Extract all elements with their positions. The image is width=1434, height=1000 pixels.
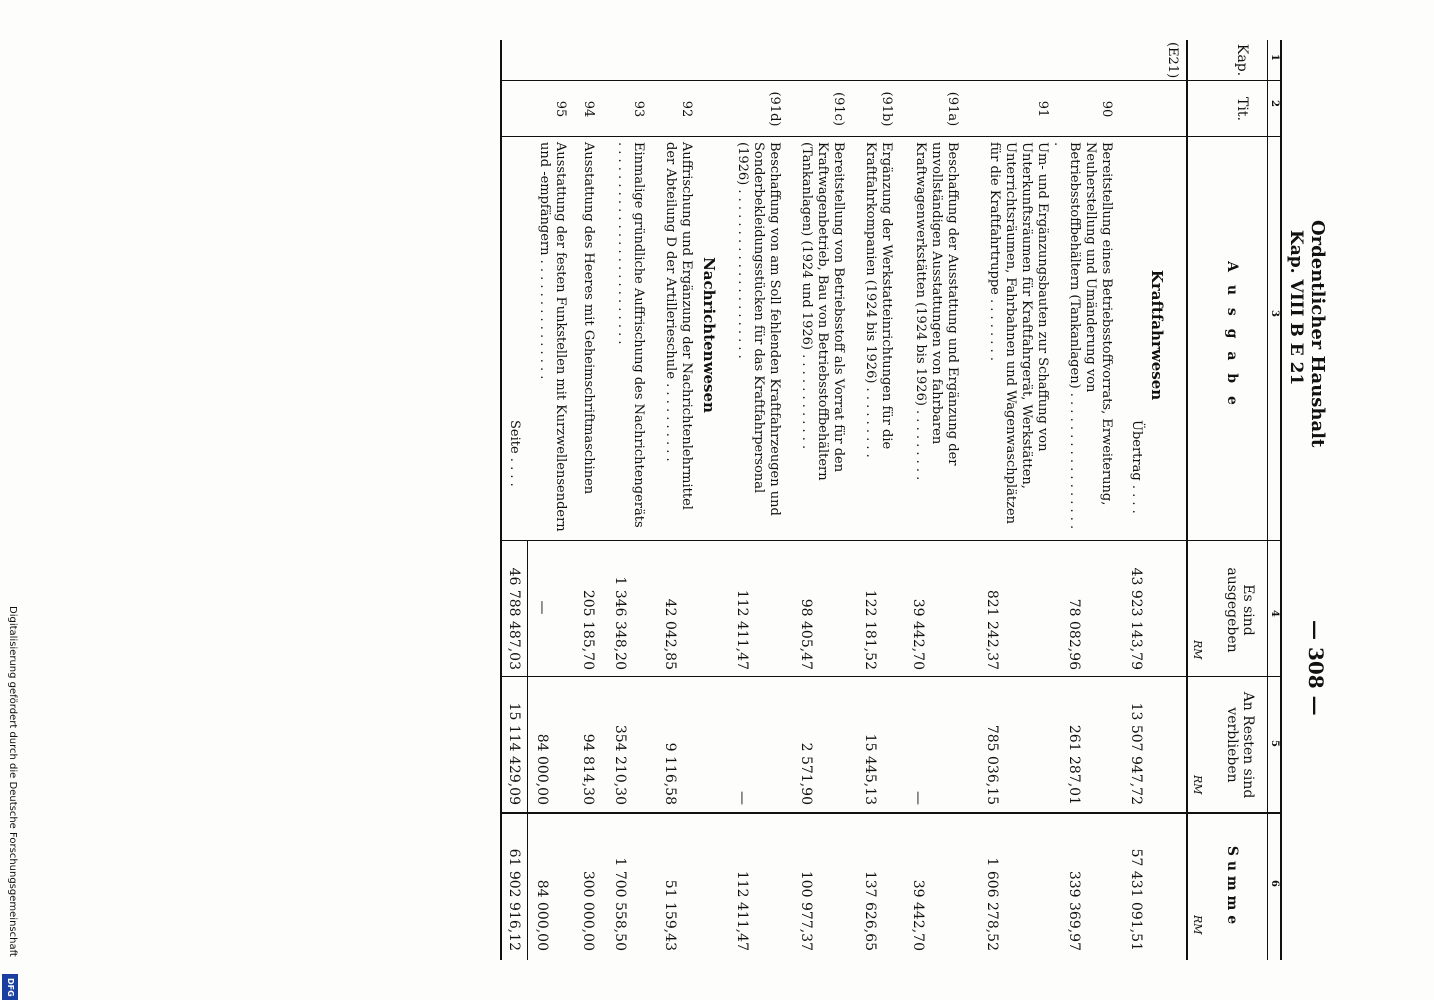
row-text: Auffrischung und Ergänzung der Nachrichtenlehrmittel der Abteilung D der Artillerieschule . . . . . . . . . . bbox=[663, 142, 694, 510]
col6-header: S u m m e bbox=[1224, 845, 1240, 925]
row-tit: (91d) bbox=[767, 91, 782, 127]
header-rule bbox=[1186, 40, 1188, 960]
colno-1: 1 bbox=[1269, 54, 1280, 61]
row-col6: 39 442,70 bbox=[910, 879, 926, 951]
seite-label: Seite . . . . bbox=[507, 420, 522, 487]
row-col4: 39 442,70 bbox=[910, 598, 926, 670]
kap-header: Kap. bbox=[1234, 43, 1250, 77]
uebertrag-col4: 43 923 143,79 bbox=[1128, 567, 1144, 670]
row-text: Um- und Ergänzungsbauten zur Schaffung von Unterkunftsräumen für Kraftfahrgerät, Werkstätten, Unterrichtsräumen, Fahrbahnen und Wagenwaschplätzen für die Kraftfahrtruppe . . . . . . . . bbox=[987, 142, 1050, 525]
colno-5: 5 bbox=[1269, 740, 1280, 747]
row-col4: 98 405,47 bbox=[798, 598, 814, 670]
kap-marker: (E21) bbox=[1165, 42, 1180, 79]
row-col6: 1 700 558,50 bbox=[612, 857, 628, 951]
row-text: Ausstattung der festen Funkstellen mit Kurzwellensendern und -empfängern . . . . . . . . . . . . . . . bbox=[537, 142, 568, 532]
row-col4: 42 042,85 bbox=[662, 598, 678, 670]
row-text: Beschaffung der Ausstattung und Ergänzung der unvollständigen Ausstattungen von fahrbaren Kraftwagenwerkstätten (1924 bis 1926) . . . . . . . . . bbox=[913, 142, 960, 481]
uebertrag-col6: 57 431 091,51 bbox=[1128, 848, 1144, 951]
row-col6: 300 000,00 bbox=[580, 870, 596, 951]
row-col4: 1 346 348,20 bbox=[612, 576, 628, 670]
row-tit: 95 bbox=[553, 100, 568, 118]
footer bbox=[0, 606, 24, 1000]
sum-rule bbox=[527, 540, 528, 960]
row-text: Ausstattung des Heeres mit Geheimschriftmaschinen bbox=[581, 142, 596, 495]
row-col4: 205 185,70 bbox=[580, 589, 596, 670]
row-col5: 261 287,01 bbox=[1066, 724, 1082, 805]
tit-header: Tit. bbox=[1234, 97, 1250, 121]
row-tit: (91b) bbox=[879, 91, 894, 127]
bottom-rule bbox=[500, 40, 502, 960]
divider-ausgabe bbox=[502, 540, 1282, 541]
col4-currency: RM bbox=[1191, 640, 1204, 660]
colno-rule bbox=[1267, 40, 1268, 960]
uebertrag-label: Übertrag . . . . bbox=[1129, 420, 1144, 514]
row-col6: 51 159,43 bbox=[662, 879, 678, 951]
row-tit: 91 bbox=[1035, 100, 1050, 118]
ausgabe-header: A u s g a b e bbox=[1224, 261, 1240, 409]
dfg-credit-text: Digitalisierung gefördert durch die Deutsche Forschungsgemeinschaft bbox=[7, 606, 18, 957]
colno-3: 3 bbox=[1269, 310, 1280, 317]
row-col4: — bbox=[534, 600, 550, 615]
row-col4: 78 082,96 bbox=[1066, 598, 1082, 670]
row-col4: 821 242,37 bbox=[984, 589, 1000, 670]
row-col6: 339 369,97 bbox=[1066, 870, 1082, 951]
colno-6: 6 bbox=[1269, 880, 1280, 887]
row-tit: 93 bbox=[631, 100, 646, 118]
row-col6: 100 977,37 bbox=[798, 870, 814, 951]
row-tit: 90 bbox=[1099, 100, 1114, 118]
seite-col5: 15 114 429,09 bbox=[506, 702, 522, 805]
divider-kap bbox=[502, 80, 1282, 81]
chapter-label: Kap. VIII B E 21 bbox=[1286, 230, 1306, 386]
row-col5: 785 036,15 bbox=[984, 724, 1000, 805]
row-col5: 2 571,90 bbox=[798, 742, 814, 805]
col6-currency: RM bbox=[1191, 915, 1204, 935]
row-tit: 92 bbox=[679, 100, 694, 118]
row-col5: 15 445,13 bbox=[862, 733, 878, 805]
row-tit: (91a) bbox=[945, 91, 960, 127]
row-col5: — bbox=[734, 791, 750, 805]
row-col4: 112 411,47 bbox=[734, 589, 750, 670]
page-number: — 308 — bbox=[1304, 620, 1328, 716]
seite-col4: 46 788 487,03 bbox=[506, 567, 522, 670]
col5-currency: RM bbox=[1191, 775, 1204, 795]
seite-col6: 61 902 916,12 bbox=[506, 848, 522, 951]
row-col5: 84 000,00 bbox=[534, 733, 550, 805]
row-text: Bereitstellung eines Betriebsstoffvorrats, Erweiterung, Neuherstellung und Umänderung von Betriebsstoffbehältern (Tankanlagen) . . . . . . . . . . . . . . . . . . bbox=[1051, 142, 1114, 530]
divider-tit bbox=[502, 136, 1282, 137]
row-col5: 9 116,58 bbox=[662, 742, 678, 805]
col5-header: An Resten sind verblieben bbox=[1224, 691, 1256, 799]
row-col6: 112 411,47 bbox=[734, 870, 750, 951]
row-text: Einmalige gründliche Auffrischung des Nachrichtengeräts . . . . . . . . . . . . . . . . . . . . . . . . . bbox=[615, 142, 646, 528]
row-col6: 1 606 278,52 bbox=[984, 857, 1000, 951]
section-kraftfahrwesen: Kraftfahrwesen bbox=[1148, 269, 1166, 401]
uebertrag-col5: 13 507 947,72 bbox=[1128, 702, 1144, 805]
rotated-document-page bbox=[40, 40, 1340, 960]
col4-header: Es sind ausgegeben bbox=[1224, 567, 1256, 653]
top-rule bbox=[1280, 40, 1282, 960]
section-nachrichtenwesen: Nachrichtenwesen bbox=[700, 257, 718, 413]
row-col5: — bbox=[910, 791, 926, 805]
divider-col5 bbox=[502, 812, 1282, 814]
row-text: Beschaffung von am Soll fehlenden Kraftfahrzeugen und Sonderbekleidungsstücken für das Kraftfahrpersonal (1926) . . . . . . . . . . . . . . . . . . . . . bbox=[735, 142, 782, 516]
row-col6: 84 000,00 bbox=[534, 879, 550, 951]
row-tit: (91c) bbox=[831, 92, 846, 126]
row-text: Ergänzung der Werkstatteinrichtungen für die Kraftfahrkompanien (1924 bis 1926) . . . . . . . . . bbox=[863, 142, 894, 458]
document-title: Ordentlicher Haushalt bbox=[1307, 220, 1328, 448]
dfg-logo: DFG bbox=[2, 974, 18, 1000]
divider-col4 bbox=[502, 676, 1282, 677]
colno-4: 4 bbox=[1269, 610, 1280, 617]
row-tit: 94 bbox=[581, 100, 596, 118]
row-col5: 94 814,30 bbox=[580, 733, 596, 805]
row-col6: 137 626,65 bbox=[862, 870, 878, 951]
colno-2: 2 bbox=[1269, 100, 1280, 107]
row-text: Bereitstellung von Betriebsstoff als Vorrat für den Kraftwagenbetrieb, Bau von Betriebsstoffbehältern (Tankanlagen) (1924 und 1926) . . . . . . . . . . . . bbox=[799, 142, 846, 481]
row-col4: 122 181,52 bbox=[862, 589, 878, 670]
row-col5: 354 210,30 bbox=[612, 724, 628, 805]
